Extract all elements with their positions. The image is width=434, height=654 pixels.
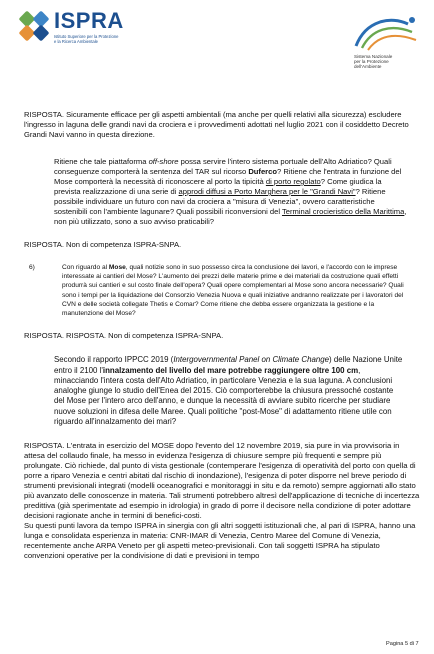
q5-underlined: Terminal crocieristico della Marittima — [281, 207, 405, 216]
document-body — [24, 110, 422, 561]
q7-italic: Intergovernmental Panel on Climate Change — [173, 355, 330, 365]
q6-text: Con riguardo al — [62, 264, 109, 271]
q5-underlined: approdi diffusi a Porto Marghera per le "Grandi Navi" — [178, 187, 356, 196]
answer-paragraph-2: RISPOSTA. Non di competenza ISPRA-SNPA. — [24, 240, 182, 249]
answer-text: Sicuramente efficace per gli aspetti ambientali (ma anche per quelli relativi alla sicurezza) escludere l'ingresso in laguna delle grandi navi da crociera e i provvedimenti adottati nel luglio 2021 con il cosiddetto Decreto Grandi Navi vanno in questa direzione. — [24, 110, 409, 139]
ispra-wordmark: ISPRA — [54, 8, 124, 33]
q5-text: possa servire l'intero sistema portuale dell'Alto Adriatico? Quali conseguenze comporterà la sentenza del TAR sul ricorso — [54, 157, 392, 176]
answer-paragraph-4 — [24, 441, 422, 561]
q5-text: Ritiene che tale piattaforma — [54, 157, 149, 166]
q5-text: ? Ritiene possibile individuare un futuro con navi da crociera a "misura di Venezia", ovvero caratteristiche sostenibili con l'ambiente lagunare? Quali possibili riconversioni del — [54, 187, 386, 216]
q5-text: ? Come giudica la prevista realizzazione di una serie di — [54, 177, 382, 196]
answer-4-part-2: Su questi punti lavora da tempo ISPRA in sinergia con gli altri soggetti istituzionali che, al pari di ISPRA, hanno una lunga e consolidata esperienza in materia: CNR-IMAR di Venezia, Centro Maree del Comune di Venezia, recentemente anche ARPA Veneto per gli aspetti meteo-previsionali. Con tali soggetti ISPRA ha stipulato convenzioni operative per la condivisione di dati e previsioni in tempo — [24, 521, 416, 561]
ispra-subtitle-line-1: Istituto Superiore per la Protezione — [54, 34, 119, 39]
ispra-subtitle — [54, 34, 144, 44]
snpa-line-1: Sistema Nazionale — [354, 54, 393, 59]
question-paragraph-5 — [54, 157, 408, 227]
question-paragraph-6 — [29, 263, 422, 318]
page-header — [0, 0, 434, 80]
snpa-logo — [326, 10, 426, 76]
snpa-caption — [354, 54, 424, 70]
snpa-line-2: per la Protezione — [354, 59, 389, 65]
q7-text: , minacciando l'intera costa dell'Alto Adriatico, in particolare Venezia e la sua laguna. A conclusioni analoghe giunge lo studio dell'Enea del 2015. Ciò comporterebbe la chiusura pressoché costante del Mose per l'intero arco dell'anno, e dunque la necessità di avviare subito ricerche per studiare nuove soluzioni in difesa delle Maree. Quali politiche "post-Mose" di adattamento ritiene utile con riguardo all'innalzamento dei mari? — [54, 365, 394, 426]
q7-text: ) delle Nazione Unite entro il 2100 l' — [54, 355, 403, 375]
ispra-leaf-icon — [18, 10, 52, 44]
answer-4-part-1: RISPOSTA. L'entrata in esercizio del MOSE dopo l'evento del 12 novembre 2019, sia pure in via provvisoria in attesa del collaudo finale, ha messo in evidenza l'esigenza di chiusure sempre più frequenti e sempre più prolungate. Ciò richiede, dal punto di vista gestionale (contemperare l'esigenza di operatività del porto con quella di porre a riparo Venezia e centri abitati dal rischio di inondazione), l'esigenza di poter disporre nel breve periodo di strumenti previsionali integrati (modelli oceanografici e monitoraggi in situ e da remoto) sempre aggiornati allo stato più avanzato delle conoscenze in materia. Tali strumenti potrebbero altresì dell'applicazione di tecniche di incertezza predittiva (già sperimentate ad esempio in idrologia) in grado di porre il decisore nella condizione di poter adottare decisioni ragionate anche in termini di benefici-costi. — [24, 441, 420, 521]
snpa-wave-icon — [336, 10, 426, 54]
page-number: Pagina 5 di 7 — [386, 641, 419, 647]
q6-bold: Mose — [108, 264, 126, 271]
answer-paragraph-3: RISPOSTA. RISPOSTA. Non di competenza ISPRA-SNPA. — [24, 331, 224, 341]
q7-text: Secondo il rapporto IPPCC 2019 ( — [54, 355, 174, 365]
question-number: 6) — [29, 264, 35, 271]
snpa-line-3: dell'Ambiente — [354, 64, 382, 70]
q5-bold: Duferco — [248, 167, 278, 176]
q5-italic: off-shore — [148, 157, 179, 166]
ispra-subtitle-line-2: e la Ricerca Ambientale — [54, 39, 98, 44]
question-6-text — [62, 263, 407, 318]
q6-text: , quali notizie sono in suo possesso circa la conclusione dei lavori, e l'accordo con le imprese interessate ai cantieri del Mose? L'aumento dei prezzi delle materie prime e dei materiali da costruzione quali effetti produrrà sui cantieri e sul costo finale dell'opera? Quali opere complementari al Mose sono ancora necessarie? Quali sono i tempi per la liquidazione del Consorzio Venezia Nuova e quali iniziative andranno realizzate per i lavoratori del CVN e delle società collegate Thetis e Comar? Come ritiene che debba essere organizzata la gestione e la manutenzione del Mose? — [62, 264, 404, 318]
q7-bold: innalzamento del livello del mare potrebbe raggiungere oltre 100 cm — [102, 365, 359, 375]
answer-paragraph-1 — [24, 110, 422, 140]
ispra-logo — [18, 10, 178, 56]
q5-underlined: di porto regolato — [265, 177, 321, 186]
q5-text: , non più utilizzato, sono a suo avviso praticabili? — [54, 207, 407, 226]
answer-lead: RISPOSTA. — [24, 110, 67, 119]
q5-text: ? Ritiene che l'entrata in funzione del Mose comporterà la necessità di riconoscere al porto la tipicità — [54, 167, 402, 186]
question-paragraph-7 — [54, 355, 404, 427]
